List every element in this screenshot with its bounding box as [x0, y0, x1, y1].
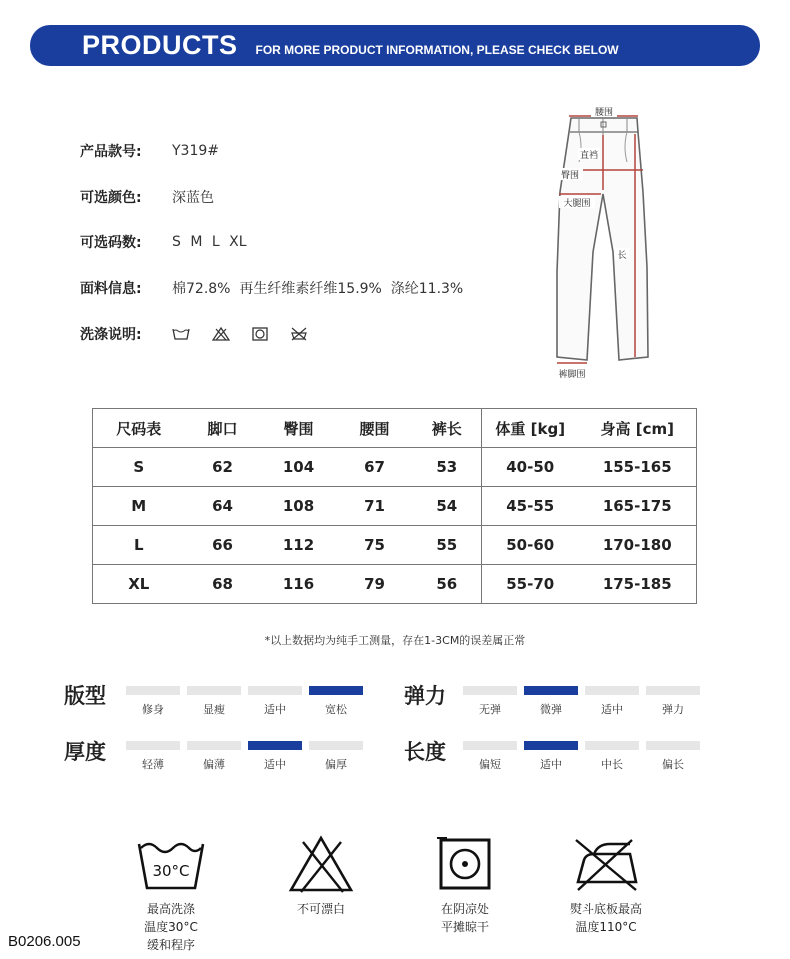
table-cell: 71: [337, 487, 413, 526]
product-code: B0206.005: [8, 933, 81, 950]
table-header-row: [93, 409, 697, 448]
option-label: 宽松: [325, 703, 347, 716]
care-iron-line1: 熨斗底板最高: [569, 902, 642, 916]
scale-bar: [585, 741, 639, 750]
fit-option: [309, 686, 363, 717]
sizes-value: S M L XL: [172, 234, 247, 250]
header-cell: 体重 [kg]: [482, 409, 579, 448]
header-cell: 裤长: [413, 409, 482, 448]
pants-measurement-diagram: [535, 102, 670, 386]
fit-title: 版型: [64, 684, 106, 708]
scale-bar: [126, 741, 180, 750]
table-cell: 170-180: [579, 526, 697, 565]
scale-bar: [309, 686, 363, 695]
option-label: 适中: [601, 703, 623, 716]
fit-option: [248, 686, 302, 717]
no-wring-icon: [290, 327, 308, 341]
table-cell: 53: [413, 448, 482, 487]
option-label: 偏厚: [325, 758, 347, 771]
stretch-option: [524, 686, 578, 717]
table-row: [93, 526, 697, 565]
scale-bar: [126, 686, 180, 695]
banner-subtitle: FOR MORE PRODUCT INFORMATION, PLEASE CHECK BELOW: [255, 42, 619, 57]
table-cell: M: [93, 487, 185, 526]
table-row: [93, 487, 697, 526]
header-cell: 腰围: [337, 409, 413, 448]
scale-bar: [585, 686, 639, 695]
option-label: 显瘦: [203, 703, 225, 716]
table-cell: 64: [185, 487, 261, 526]
size-table: [92, 408, 697, 604]
hem-label: 裤脚围: [558, 370, 586, 380]
info-sizes-row: [80, 232, 247, 252]
table-cell: 55: [413, 526, 482, 565]
info-model-row: [80, 141, 219, 161]
care-iron: [556, 830, 656, 936]
model-label: 产品款号:: [80, 144, 142, 160]
care-iron-line2: 温度110°C: [575, 920, 637, 934]
table-cell: 56: [413, 565, 482, 604]
option-label: 微弹: [540, 703, 562, 716]
length-scale: [463, 741, 700, 772]
table-row: [93, 565, 697, 604]
table-cell: 116: [261, 565, 337, 604]
table-cell: 175-185: [579, 565, 697, 604]
option-label: 轻薄: [142, 758, 164, 771]
care-bleach-line1: 不可漂白: [296, 902, 345, 916]
option-label: 适中: [264, 703, 286, 716]
thickness-scale: [126, 741, 363, 772]
table-cell: 68: [185, 565, 261, 604]
length-option: [585, 741, 639, 772]
info-color-row: [80, 187, 214, 207]
table-cell: 104: [261, 448, 337, 487]
wash-temp-text: 30°C: [152, 862, 190, 880]
tumble-dry-icon: [252, 327, 268, 341]
care-dry-line1: 在阴凉处: [440, 902, 489, 916]
scale-bar: [524, 686, 578, 695]
table-cell: 165-175: [579, 487, 697, 526]
option-label: 无弹: [479, 703, 501, 716]
stretch-title: 弹力: [404, 684, 446, 708]
option-label: 弹力: [662, 703, 684, 716]
table-cell: 54: [413, 487, 482, 526]
model-value: Y319#: [172, 143, 220, 159]
header-cell: 脚口: [185, 409, 261, 448]
table-cell: L: [93, 526, 185, 565]
thigh-label: 大腿围: [563, 199, 591, 209]
table-row: [93, 448, 697, 487]
scale-bar: [187, 741, 241, 750]
care-dry-line2: 平摊晾干: [440, 920, 489, 934]
thickness-option: [248, 741, 302, 772]
scale-bar: [646, 686, 700, 695]
header-cell: 尺码表: [93, 409, 185, 448]
table-cell: 75: [337, 526, 413, 565]
table-cell: 45-55: [482, 487, 579, 526]
fabric-label: 面料信息:: [80, 281, 142, 297]
table-cell: 108: [261, 487, 337, 526]
wash-label: 洗涤说明:: [80, 327, 142, 343]
table-cell: 79: [337, 565, 413, 604]
color-value: 深蓝色: [172, 190, 214, 206]
scale-bar: [524, 741, 578, 750]
no-bleach-icon: [212, 327, 230, 341]
fit-scale: [126, 686, 363, 717]
waist-label: 腰围: [594, 108, 614, 118]
thickness-option: [126, 741, 180, 772]
sizes-label: 可选码数:: [80, 235, 142, 251]
table-cell: 50-60: [482, 526, 579, 565]
measurement-note: *以上数据均为纯手工测量，存在1-3CM的误差属正常: [264, 634, 526, 647]
pants-outline: [535, 102, 670, 382]
option-label: 适中: [264, 758, 286, 771]
fit-option: [126, 686, 180, 717]
scale-bar: [187, 686, 241, 695]
care-wash-line2: 温度30°C: [144, 920, 198, 934]
option-label: 偏长: [662, 758, 684, 771]
table-cell: 155-165: [579, 448, 697, 487]
option-label: 偏短: [479, 758, 501, 771]
no-bleach-large-icon: [285, 834, 357, 894]
header-cell: 臀围: [261, 409, 337, 448]
header-cell: 身高 [cm]: [579, 409, 697, 448]
table-cell: S: [93, 448, 185, 487]
hip-label: 臀围: [560, 171, 580, 181]
care-wash: [126, 830, 216, 954]
length-option: [524, 741, 578, 772]
option-label: 适中: [540, 758, 562, 771]
scale-bar: [463, 686, 517, 695]
stretch-option: [646, 686, 700, 717]
stretch-option: [585, 686, 639, 717]
thickness-option: [309, 741, 363, 772]
scale-bar: [248, 741, 302, 750]
table-cell: 55-70: [482, 565, 579, 604]
scale-bar: [646, 741, 700, 750]
shade-dry-flat-icon: [435, 836, 495, 896]
table-cell: 112: [261, 526, 337, 565]
table-cell: 40-50: [482, 448, 579, 487]
length-label: 长: [617, 251, 627, 261]
wash-tub-icon: [172, 327, 190, 341]
length-option: [646, 741, 700, 772]
care-bleach: [276, 830, 366, 918]
table-cell: 62: [185, 448, 261, 487]
color-label: 可选颜色:: [80, 190, 142, 206]
rise-label: 直裆: [579, 151, 599, 161]
fabric-value: 棉72.8% 再生纤维素纤维15.9% 涤纶11.3%: [172, 281, 464, 297]
care-wash-line1: 最高洗涤: [146, 902, 195, 916]
info-wash-row: [80, 324, 308, 344]
fit-option: [187, 686, 241, 717]
header-banner: [30, 25, 760, 66]
table-cell: 67: [337, 448, 413, 487]
care-wash-line3: 缓和程序: [146, 938, 195, 952]
option-label: 偏薄: [203, 758, 225, 771]
length-option: [463, 741, 517, 772]
thickness-title: 厚度: [64, 740, 106, 764]
stretch-option: [463, 686, 517, 717]
care-dry: [420, 830, 510, 936]
scale-bar: [463, 741, 517, 750]
option-label: 修身: [142, 703, 164, 716]
wash-icons: [172, 327, 308, 341]
length-title: 长度: [404, 740, 446, 764]
scale-bar: [248, 686, 302, 695]
table-cell: XL: [93, 565, 185, 604]
thickness-option: [187, 741, 241, 772]
option-label: 中长: [601, 758, 623, 771]
wash-30-icon: [135, 836, 207, 896]
banner-title: PRODUCTS: [82, 30, 238, 60]
table-cell: 66: [185, 526, 261, 565]
scale-bar: [309, 741, 363, 750]
iron-low-icon: [570, 834, 642, 894]
info-fabric-row: [80, 278, 463, 298]
stretch-scale: [463, 686, 700, 717]
